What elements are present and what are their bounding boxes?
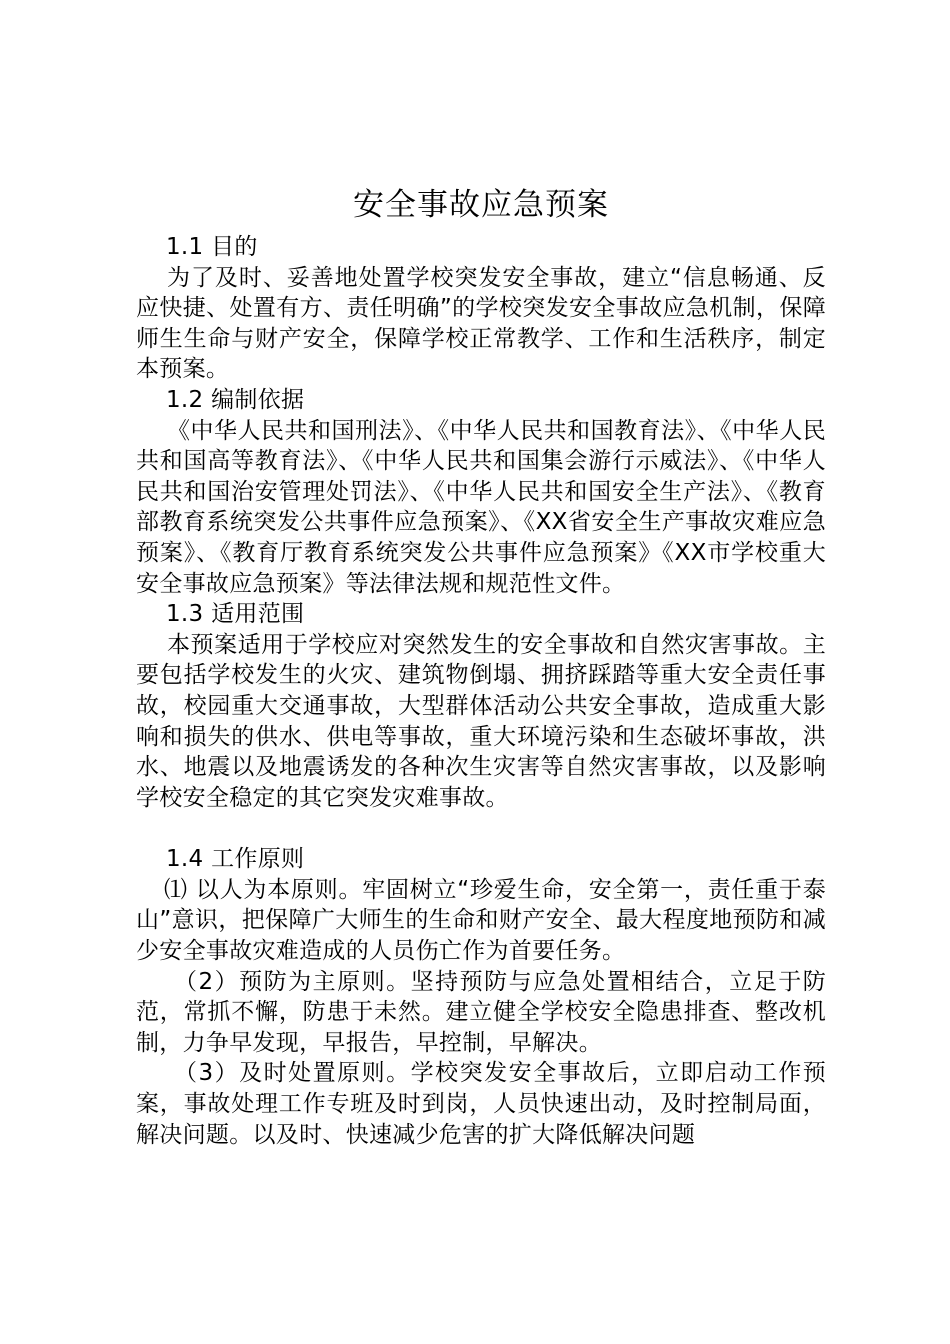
blank-line (136, 813, 826, 844)
paragraph-principle-3: （3）及时处置原则。学校突发安全事故后，立即启动工作预案，事故处理工作专班及时到岗，人员快速出动，及时控制局面，解决问题。以及时、快速减少危害的扩大降低解决问题 (136, 1060, 826, 1148)
document-body (136, 180, 826, 1150)
section-heading-scope: 1.3 适用范围 (166, 601, 305, 628)
paragraph-purpose: 为了及时、妥善地处置学校突发安全事故，建立“信息畅通、反应快捷、处置有方、责任明确”的学校突发安全事故应急机制，保障师生生命与财产安全，保障学校正常教学、工作和生活秩序，制定本预案。 (136, 264, 826, 383)
paragraph-basis: 《中华人民共和国刑法》、《中华人民共和国教育法》、《中华人民共和国高等教育法》、《中华人民共和国集会游行示威法》、《中华人民共和国治安管理处罚法》、《中华人民共和国安全生产法》、《教育部教育系统突发公共事件应急预案》、《XX省安全生产事故灾难应急预案》、《教育厅教育系统突发公共事件应急预案》《XX市学校重大安全事故应急预案》等法律法规和规范性文件。 (136, 417, 826, 597)
paragraph-principle-2: （2）预防为主原则。坚持预防与应急处置相结合，立足于防范，常抓不懈，防患于未然。建立健全学校安全隐患排查、整改机制，力争早发现，早报告，早控制，早解决。 (136, 968, 826, 1056)
section-heading-purpose: 1.1 目的 (166, 234, 258, 260)
section-heading-basis: 1.2 编制依据 (166, 386, 305, 413)
paragraph-scope: 本预案适用于学校应对突然发生的安全事故和自然灾害事故。主要包括学校发生的火灾、建筑物倒塌、拥挤踩踏等重大安全责任事故，校园重大交通事故，大型群体活动公共安全事故，造成重大影响和损失的供水、供电等事故，重大环境污染和生态破坏事故，洪水、地震以及地震诱发的各种次生灾害等自然灾害事故，以及影响学校安全稳定的其它突发灾难事故。 (136, 631, 826, 811)
section-heading-principles: 1.4 工作原则 (166, 846, 305, 873)
document-title: 安全事故应急预案 (353, 187, 609, 223)
paragraph-principle-1: ⑴ 以人为本原则。牢固树立“珍爱生命，安全第一，责任重于泰山”意识，把保障广大师生的生命和财产安全、最大程度地预防和减少安全事故灾难造成的人员伤亡作为首要任务。 (136, 876, 826, 965)
